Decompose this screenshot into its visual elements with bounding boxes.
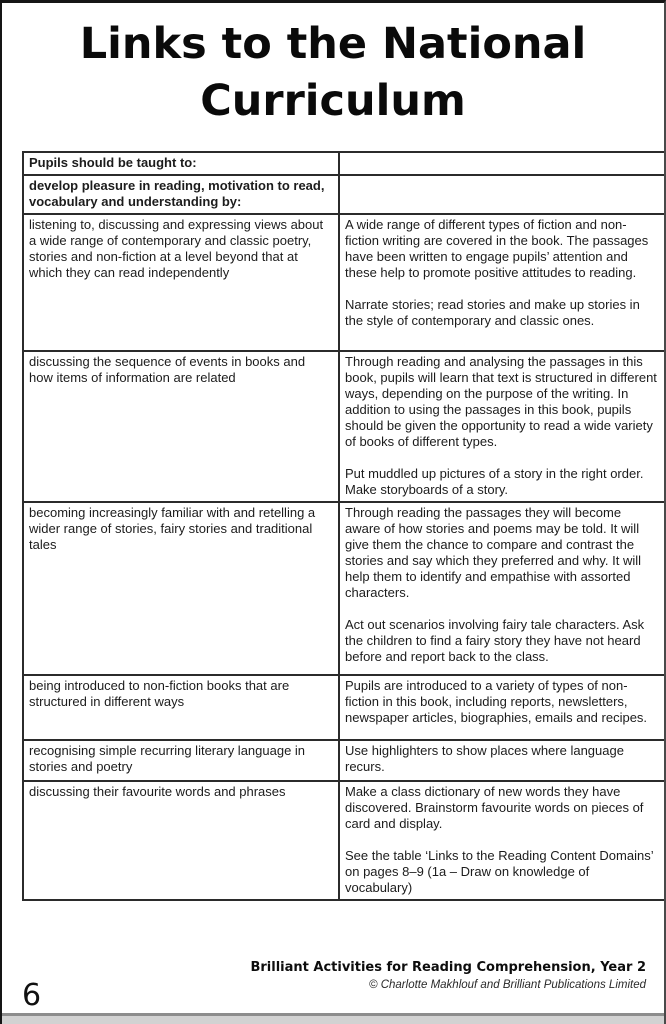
table-row [23,781,666,900]
cell-paragraph: Pupils are introduced to a variety of types of non-fiction in this book, including reports, newsletters, newspaper articles, biographies, emails and recipes. [345,678,648,725]
row-cell-left: discussing their favourite words and phrases [23,781,339,900]
cell-paragraph: A wide range of different types of fiction and non-fiction writing are covered in the book. The passages have been written to engage pupils’ attention and these help to promote positive attitudes to reading. [345,217,649,280]
cell-paragraph: Through reading and analysing the passages in this book, pupils will learn that text is structured in different ways, depending on the purpose of the writing. In addition to using the passages in this book, pupils should be given the opportunity to read a wide variety of books of different types. [345,354,657,449]
table-row [23,675,666,740]
header-cell-right [339,152,666,175]
row-cell-right [339,214,666,351]
table-row [23,351,666,502]
row-cell-left: listening to, discussing and expressing views about a wide range of contemporary and classic poetry, stories and non-fiction at a level beyond that at which they can read independently [23,214,339,351]
subheader-cell-right [339,175,666,214]
row-cell-right [339,351,666,502]
row-cell-left: recognising simple recurring literary language in stories and poetry [23,740,339,781]
header-cell-left: Pupils should be taught to: [23,152,339,175]
page-title-line1: Links to the National [79,19,587,69]
page-number: 6 [22,978,42,1013]
row-cell-right [339,502,666,675]
footer-copyright: © Charlotte Makhlouf and Brilliant Publications Limited [369,979,646,991]
curriculum-table [22,151,666,901]
cell-paragraph: Narrate stories; read stories and make up stories in the style of contemporary and classic ones. [345,297,640,328]
row-cell-right [339,781,666,900]
cell-paragraph: Use highlighters to show places where language recurs. [345,743,624,774]
cell-paragraph: Act out scenarios involving fairy tale characters. Ask the children to find a fairy story they have not heard before and report back to the class. [345,617,645,664]
page-footer [250,960,646,991]
page-title [32,16,634,130]
cell-paragraph: Put muddled up pictures of a story in the right order. Make storyboards of a story. [345,466,644,497]
page-title-line2: Curriculum [200,76,466,126]
cell-paragraph: Through reading the passages they will become aware of how stories and poems may be told. It will give them the chance to compare and contrast the stories and say which they preferred and why. It will help them to identify and empathise with assorted characters. [345,505,642,600]
row-cell-right [339,740,666,781]
table-row [23,502,666,675]
table-subheader-row [23,175,666,214]
row-cell-left: becoming increasingly familiar with and retelling a wider range of stories, fairy stories and traditional tales [23,502,339,675]
row-cell-left: discussing the sequence of events in books and how items of information are related [23,351,339,502]
row-cell-right [339,675,666,740]
row-cell-left: being introduced to non-fiction books that are structured in different ways [23,675,339,740]
footer-book-title: Brilliant Activities for Reading Comprehension, Year 2 [250,960,646,975]
table-row [23,214,666,351]
cell-paragraph: See the table ‘Links to the Reading Content Domains’ on pages 8–9 (1a – Draw on knowledge of vocabulary) [345,848,654,895]
scan-edge-band [2,1013,664,1024]
subheader-cell-left: develop pleasure in reading, motivation to read, vocabulary and understanding by: [23,175,339,214]
cell-paragraph: Make a class dictionary of new words they have discovered. Brainstorm favourite words on pieces of card and display. [345,784,644,831]
table-header-row [23,152,666,175]
table-row [23,740,666,781]
